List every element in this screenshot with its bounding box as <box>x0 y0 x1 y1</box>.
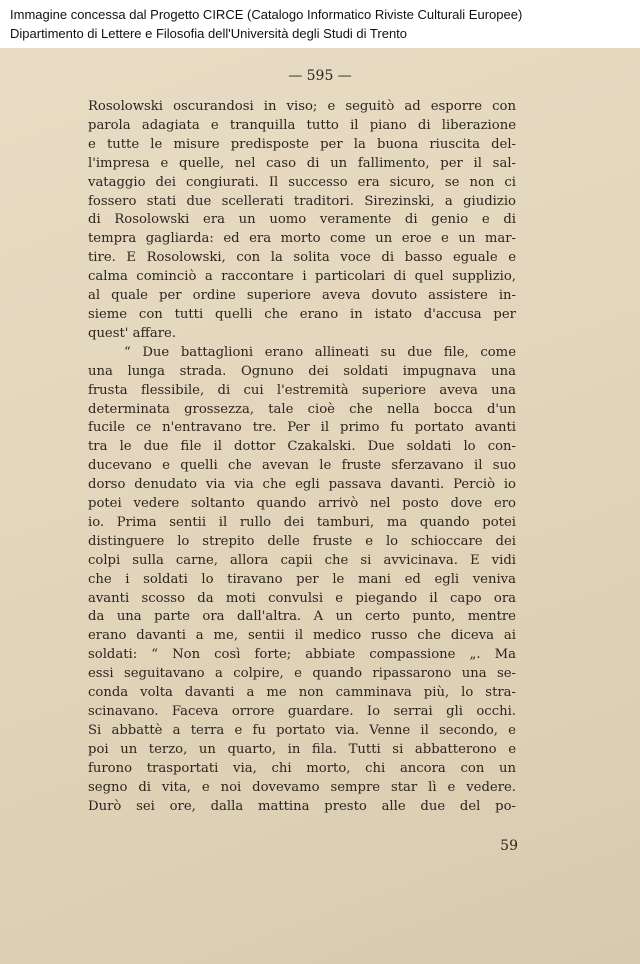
text-line: io. Prima sentii il rullo dei tamburi, ma quando potei <box>88 514 516 530</box>
text-line: vataggio dei congiurati. Il successo era sicuro, se non ci <box>88 174 516 190</box>
text-line: tra le due file il dottor Czakalski. Due soldati lo con- <box>88 439 516 455</box>
text-line: frusta flessibile, di cui l'estremità superiore aveva una <box>88 382 516 398</box>
text-line: colpi sulla carne, allora capii che si avvicinava. E vidi <box>88 552 516 568</box>
paragraph-1 <box>88 98 516 344</box>
printer-signature-mark: 59 <box>500 838 518 854</box>
text-line: erano davanti a me, sentii il medico russo che diceva ai <box>88 628 516 644</box>
text-line: l'impresa e quelle, nel caso di un fallimento, per il sal- <box>88 155 516 171</box>
text-line: avanti scosso da moti convulsi e piegando il capo ora <box>88 590 516 606</box>
text-line: poi un terzo, un quarto, in fila. Tutti si abbatterono e <box>88 741 516 757</box>
text-line: determinata grossezza, tale cioè che nella bocca d'un <box>88 401 516 417</box>
credit-line-2: Dipartimento di Lettere e Filosofia dell'Università degli Studi di Trento <box>10 26 408 41</box>
text-line: che i soldati lo tiravano per le mani ed egli veniva <box>88 571 516 587</box>
text-line: fossero stati due scellerati traditori. Sirezinski, a giudizio <box>88 193 516 209</box>
page-body-text <box>88 98 516 816</box>
credit-line-1: Immagine concessa dal Progetto CIRCE (Catalogo Informatico Riviste Culturali Europee) <box>10 7 523 22</box>
text-line: e tutte le misure predisposte per la buona riuscita del- <box>88 136 516 152</box>
text-line: parola adagiata e tranquilla tutto il piano di liberazione <box>88 117 516 133</box>
text-line: Durò sei ore, dalla mattina presto alle due del po- <box>88 798 516 814</box>
text-line: Si abbattè a terra e fu portato via. Venne il secondo, e <box>88 722 516 738</box>
page-number-header: — 595 — <box>288 68 352 84</box>
text-line: al quale per ordine superiore aveva dovuto assistere in- <box>88 288 516 304</box>
text-line: soldati: “ Non così forte; abbiate compassione „. Ma <box>88 647 516 663</box>
text-line: tempra gagliarda: ed era morto come un eroe e un mar- <box>88 231 516 247</box>
text-line: tire. E Rosolowski, con la solita voce di basso eguale e <box>88 250 516 266</box>
text-line: da una parte ora dall'altra. A un certo punto, mentre <box>88 609 516 625</box>
paragraph-2 <box>88 344 516 817</box>
text-line: dorso denudato via via che egli passava davanti. Perciò io <box>88 477 516 493</box>
text-line: calma cominciò a raccontare i particolari di quel supplizio, <box>88 269 516 285</box>
text-line: essi seguitavano a colpire, e quando ripassarono una se- <box>88 666 516 682</box>
text-line: fucile ce n'entravano tre. Per il primo fu portato avanti <box>88 420 516 436</box>
text-line: sieme con tutti quelli che erano in istato d'accusa per <box>88 306 516 322</box>
image-credit-banner <box>0 0 640 48</box>
text-line: “ Due battaglioni erano allineati su due file, come <box>124 344 516 360</box>
text-line: furono trasportati via, chi morto, chi ancora con un <box>88 760 516 776</box>
text-line: scinavano. Faceva orrore guardare. Io serrai gli occhi. <box>88 704 516 719</box>
text-line: potei vedere soltanto quando arrivò nel posto dove ero <box>88 496 516 512</box>
text-line: quest' affare. <box>88 325 177 341</box>
text-line: distinguere lo strepito delle fruste e lo schioccare dei <box>88 533 516 549</box>
text-line: ducevano e quelli che avevan le fruste sferzavano il suo <box>88 458 516 474</box>
text-line: una lunga strada. Ognuno dei soldati impugnava una <box>88 363 516 379</box>
text-line: Rosolowski oscurandosi in viso; e seguitò ad esporre con <box>88 99 516 114</box>
text-line: di Rosolowski era un uomo veramente di genio e di <box>88 212 516 228</box>
text-line: conda volta davanti a me non camminava più, lo stra- <box>88 685 516 701</box>
text-line: segno di vita, e noi dovevamo sempre star lì e vedere. <box>88 779 516 795</box>
scanned-page <box>0 48 640 964</box>
